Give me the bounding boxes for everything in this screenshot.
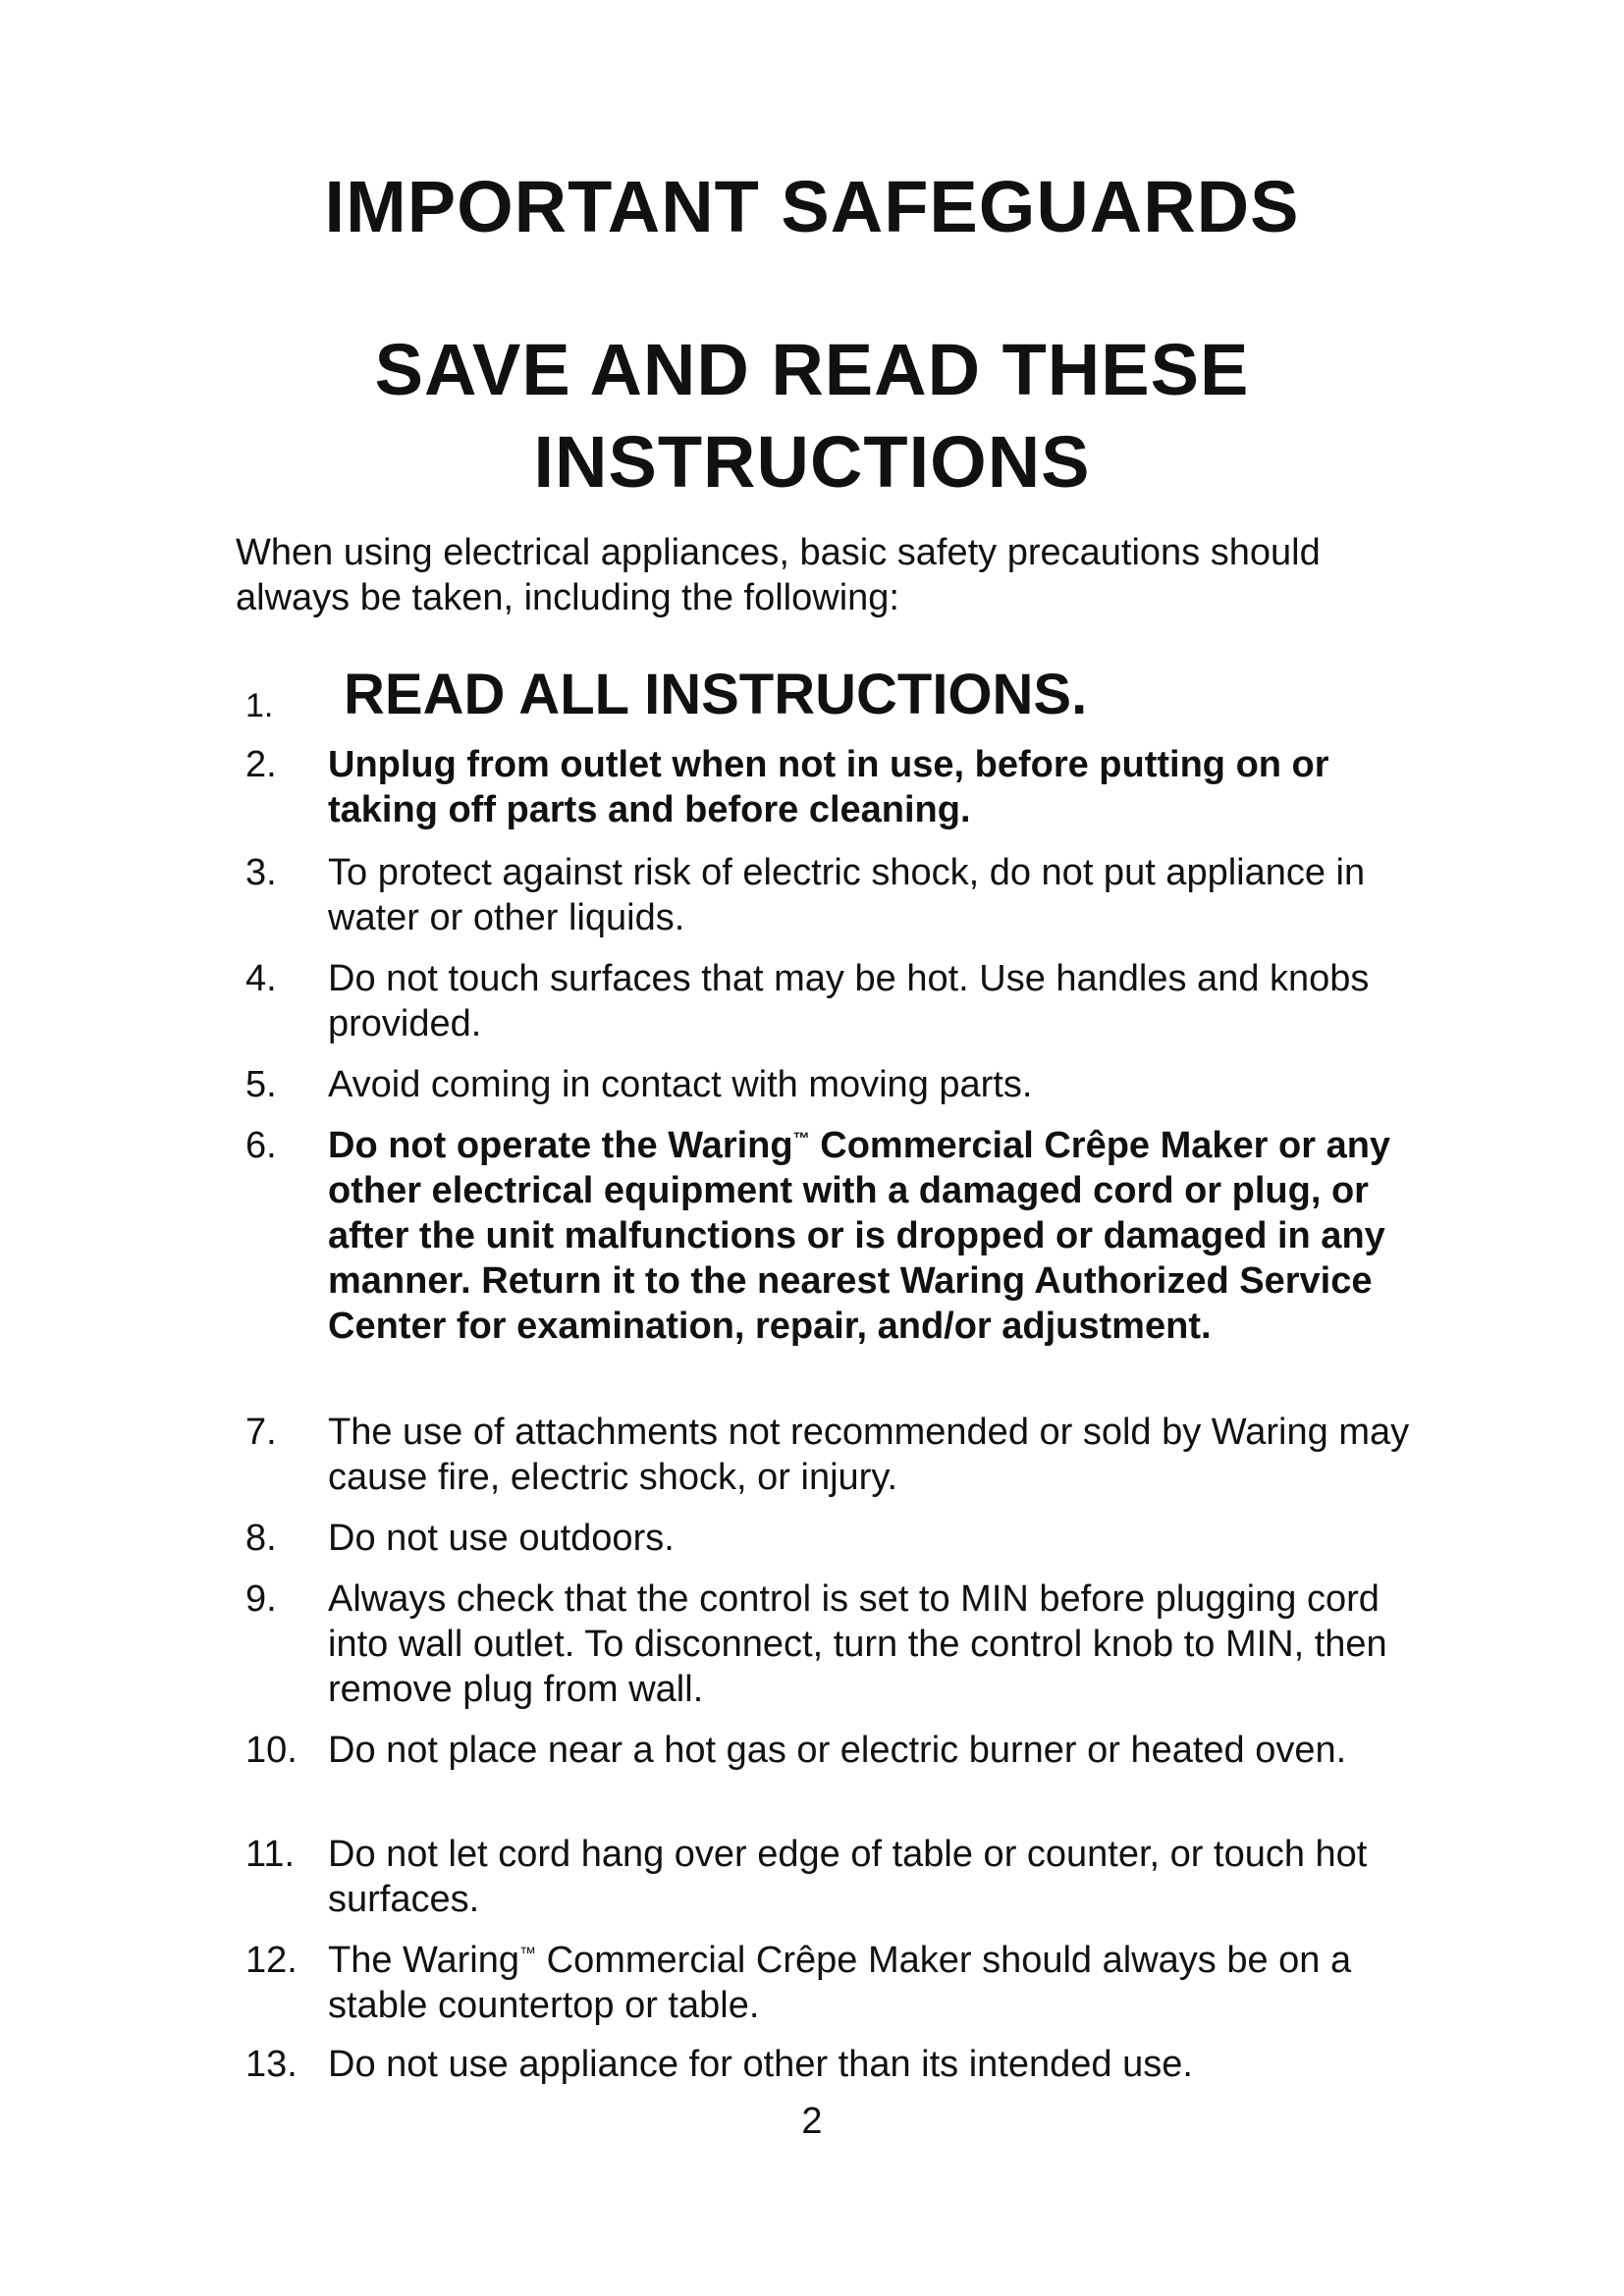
item-text: The use of attachments not recommended or sold by Waring may cause fire, electric shock, or injury.: [328, 1412, 1410, 1498]
item-number: 7.: [245, 1412, 277, 1453]
intro-paragraph: When using electrical appliances, basic safety precautions should always be taken, including the following:: [236, 532, 1321, 618]
item-text-part: The Waring: [328, 1940, 519, 1981]
item-text: [328, 1938, 1424, 2028]
item-number: 6.: [245, 1125, 277, 1166]
item-text: To protect against risk of electric shock, do not put appliance in water or other liquids.: [328, 852, 1366, 938]
item-number: 5.: [245, 1064, 277, 1105]
list-item: [245, 1728, 1424, 1773]
item-text: READ ALL INSTRUCTIONS.: [344, 663, 1088, 726]
item-number: 13.: [245, 2044, 298, 2085]
list-item: [245, 1576, 1424, 1712]
item-text-part: Commercial Crêpe Maker should always be on a stable countertop or table.: [328, 1940, 1352, 2026]
item-number: 9.: [245, 1578, 277, 1620]
item-number: 2.: [245, 744, 277, 785]
item-number: 1.: [245, 687, 274, 724]
subtitle-line-2: INSTRUCTIONS: [533, 421, 1091, 503]
item-text: [328, 1123, 1424, 1349]
item-text: Do not place near a hot gas or electric burner or heated oven.: [328, 1730, 1347, 1771]
list-item: [245, 1410, 1424, 1500]
list-item: [245, 1832, 1424, 1922]
list-item: [245, 742, 1424, 832]
item-text-part: Commercial Crêpe Maker or any other electrical equipment with a damaged cord or plug, or after the unit malfunctions or is dropped or damaged in any manner. Return it to the nearest Waring Authorized Service Center for examination, repair, and/or adjustment.: [328, 1125, 1391, 1347]
item-text: Always check that the control is set to MIN before plugging cord into wall outlet. To disconnect, turn the control knob to MIN, then remove plug from wall.: [328, 1578, 1387, 1710]
item-number: 8.: [245, 1518, 277, 1559]
item-text: Do not use outdoors.: [328, 1518, 675, 1559]
item-text: Unplug from outlet when not in use, before putting on or taking off parts and before cleaning.: [328, 744, 1329, 830]
item-number: 11.: [245, 1834, 296, 1875]
item-number: 3.: [245, 852, 277, 893]
item-number: 12.: [245, 1940, 298, 1981]
list-item: [245, 1123, 1424, 1349]
page-number: 2: [801, 2101, 823, 2142]
list-item: [245, 850, 1424, 940]
list-item: [245, 1062, 1424, 1107]
item-number: 4.: [245, 958, 277, 999]
list-item: [245, 2042, 1424, 2087]
trademark-symbol: ™: [792, 1129, 810, 1148]
item-text: Do not touch surfaces that may be hot. Use handles and knobs provided.: [328, 958, 1370, 1044]
item-text: Avoid coming in contact with moving parts.: [328, 1064, 1033, 1105]
list-item: [245, 1516, 1424, 1561]
subtitle-line-1: SAVE AND READ THESE: [374, 329, 1250, 410]
list-item: [245, 664, 1424, 726]
item-text: Do not use appliance for other than its intended use.: [328, 2044, 1193, 2085]
page-title: IMPORTANT SAFEGUARDS: [324, 166, 1300, 247]
list-item: [245, 956, 1424, 1046]
list-item: [245, 1938, 1424, 2028]
item-text-part: Do not operate the Waring: [328, 1125, 793, 1166]
trademark-symbol: ™: [519, 1944, 537, 1963]
page-subtitle: [0, 324, 1624, 508]
item-text: Do not let cord hang over edge of table or counter, or touch hot surfaces.: [328, 1834, 1368, 1920]
item-number: 10.: [245, 1730, 298, 1771]
